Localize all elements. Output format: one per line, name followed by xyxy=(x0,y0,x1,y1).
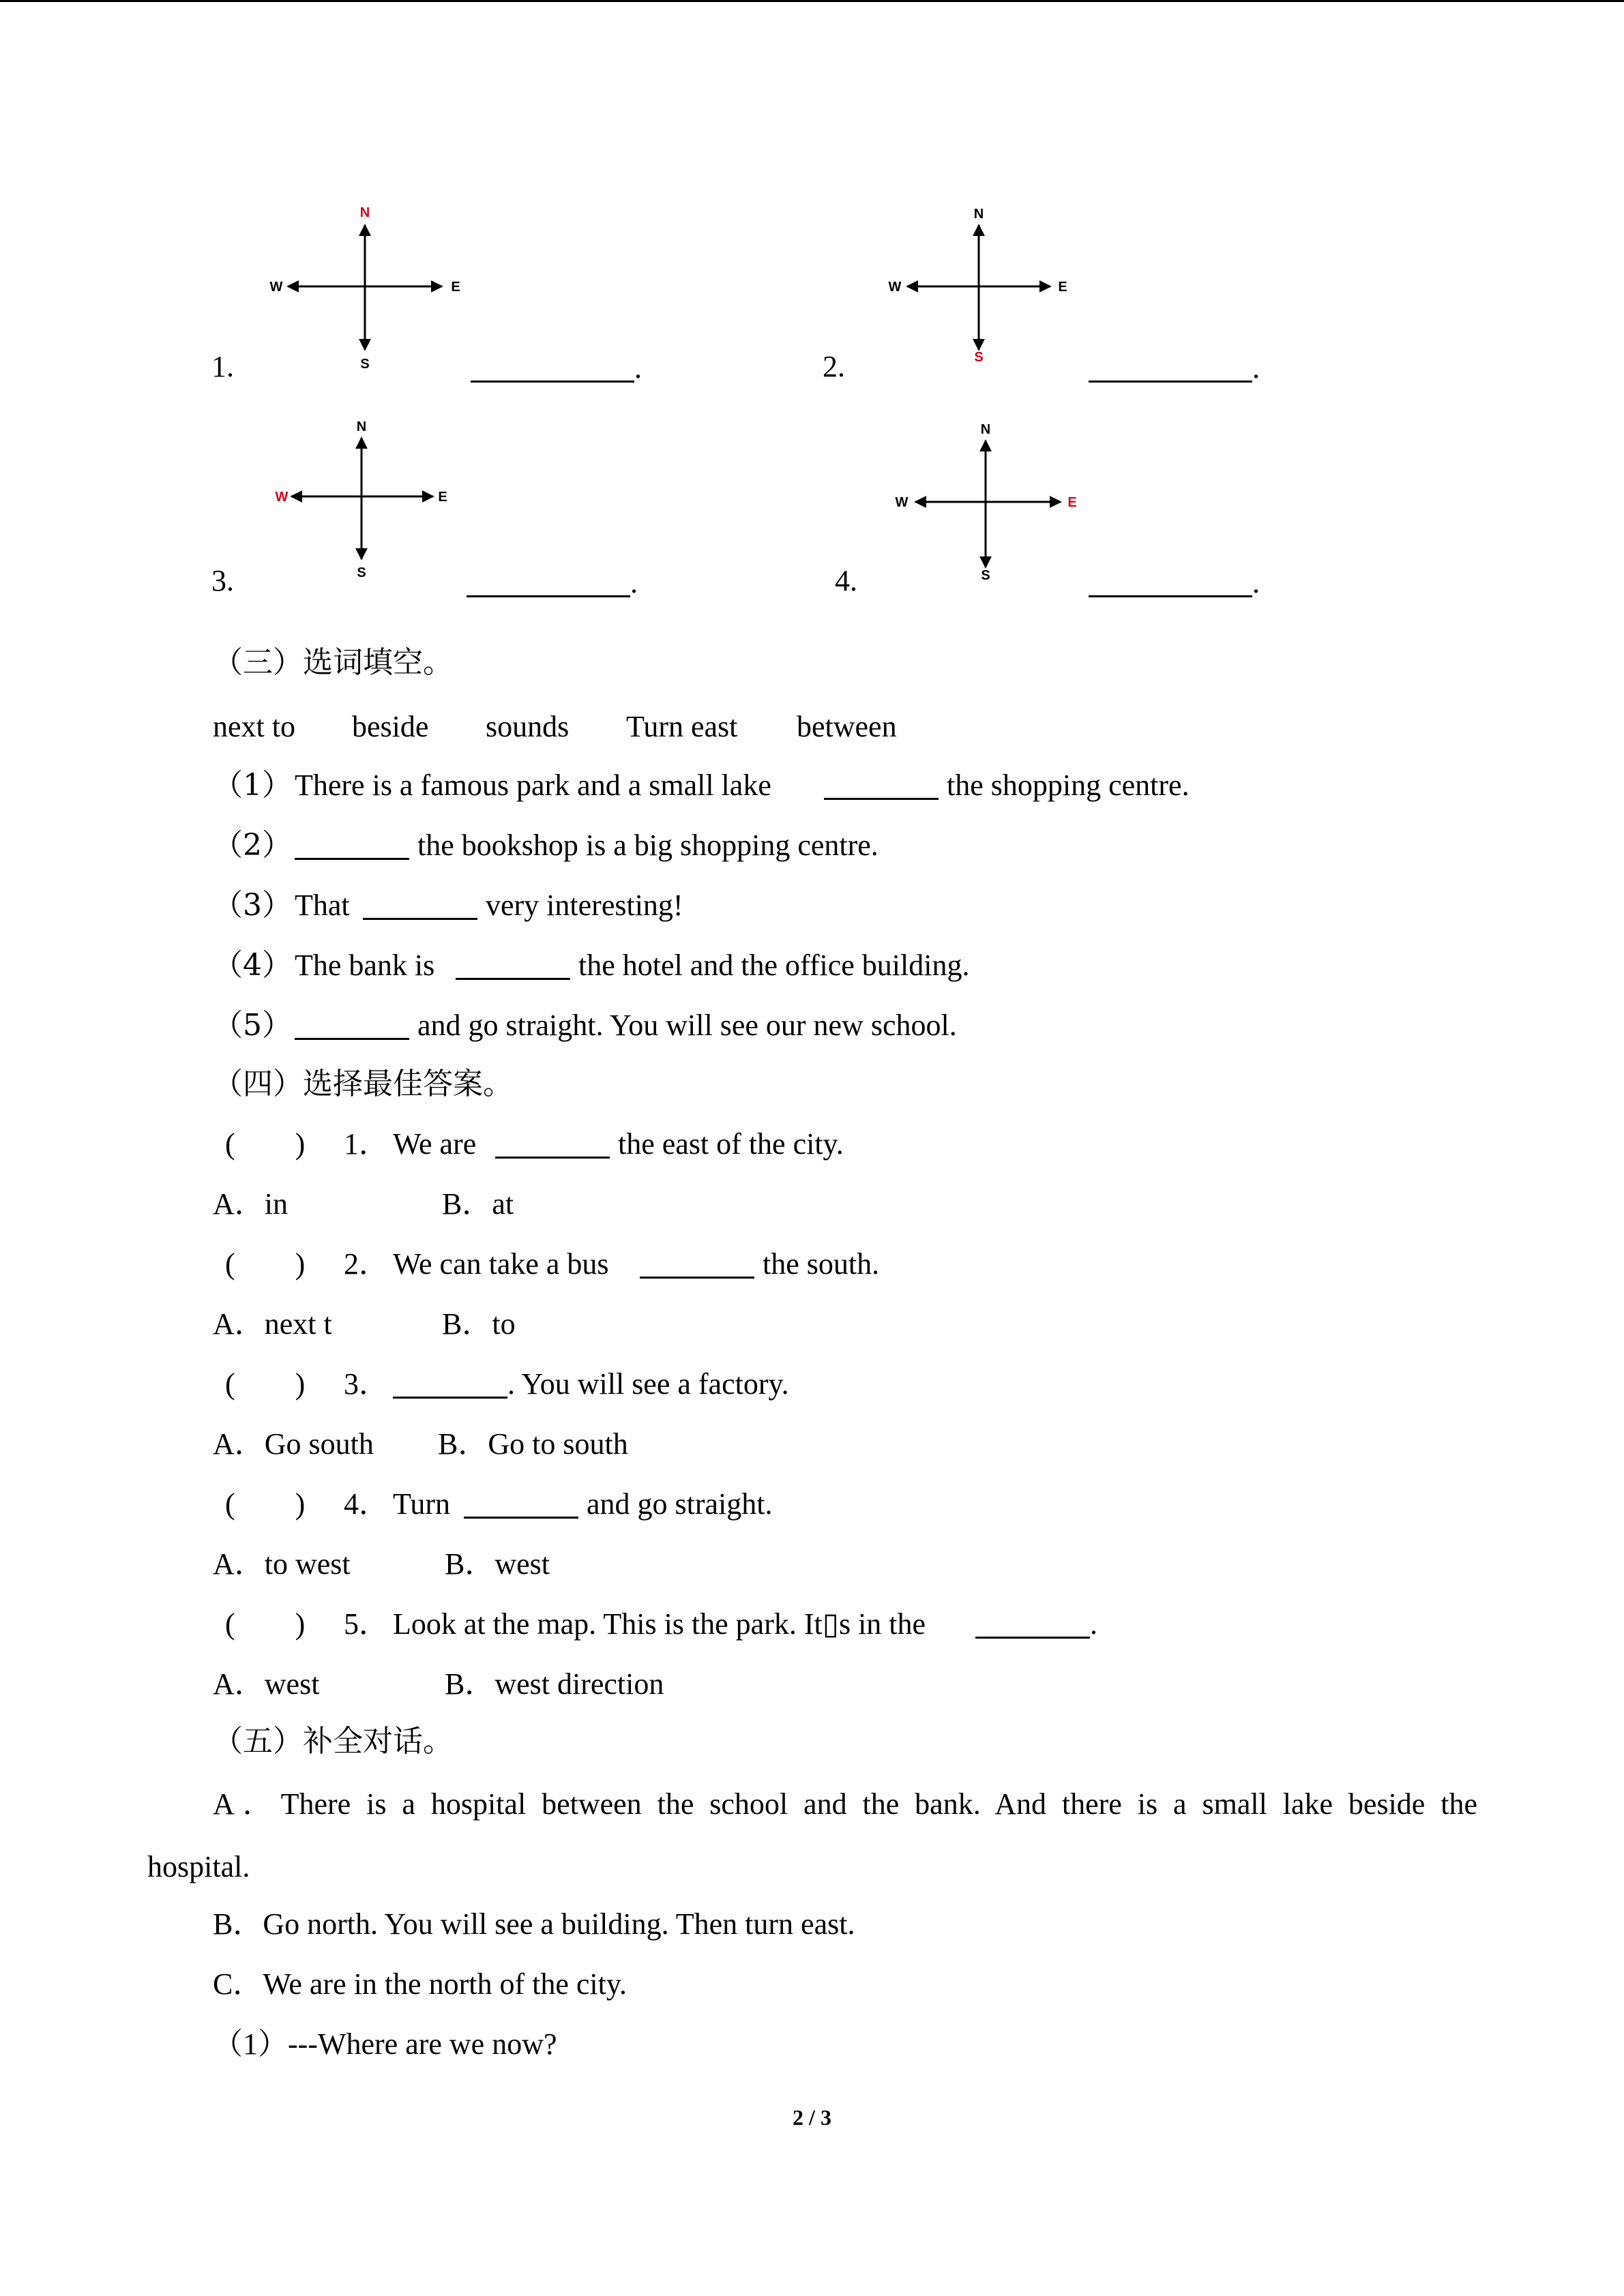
fill-item-text: very interesting! xyxy=(486,889,683,922)
fill-blank[interactable] xyxy=(295,1038,409,1040)
question-blank xyxy=(464,1517,578,1519)
option-b[interactable]: B．Go to south xyxy=(438,1427,628,1461)
compass-4-east: E xyxy=(1067,495,1077,510)
fill-item-text: the hotel and the office building. xyxy=(578,949,970,982)
question-number: 3． xyxy=(344,1367,389,1401)
fill-blank[interactable] xyxy=(363,918,477,920)
fill-item-number: （4） xyxy=(213,948,292,983)
page-number: 2 / 3 xyxy=(793,2105,831,2130)
answer-paren[interactable]: ( ) xyxy=(225,1607,306,1641)
section-4-title: （四）选择最佳答案。 xyxy=(213,1067,513,1101)
question-number: 5． xyxy=(344,1607,389,1641)
fill-item-number: （5） xyxy=(213,1008,292,1043)
question-text: . xyxy=(1090,1607,1097,1641)
compass-diagram-2 xyxy=(880,203,1084,374)
compass-3-west: W xyxy=(275,490,289,505)
fill-blank[interactable] xyxy=(295,858,409,860)
question-blank xyxy=(495,1157,610,1159)
option-b[interactable]: B．west direction xyxy=(445,1667,664,1701)
option-a[interactable]: A．in xyxy=(213,1187,288,1221)
question-blank xyxy=(640,1277,754,1279)
top-border xyxy=(0,0,1624,2)
compass-3-south: S xyxy=(357,565,366,580)
section-3-title: （三）选词填空。 xyxy=(213,645,453,680)
question-text: We can take a bus xyxy=(393,1247,609,1281)
compass-4-south: S xyxy=(981,568,990,583)
word-bank-item: beside xyxy=(352,710,429,743)
compass-3-north: N xyxy=(356,419,367,434)
compass-4-west: W xyxy=(895,495,909,510)
option-b[interactable]: B．to xyxy=(442,1307,516,1341)
compass-1-west: W xyxy=(269,280,283,295)
compass-3-east: E xyxy=(438,490,447,505)
answer-period-2: . xyxy=(1252,351,1260,385)
compass-2-north: N xyxy=(973,207,984,222)
fill-item-text: The bank is xyxy=(295,949,435,982)
fill-item-text: There is a famous park and a small lake xyxy=(295,769,771,802)
answer-blank-4[interactable] xyxy=(1089,595,1252,597)
option-b[interactable]: B．at xyxy=(442,1187,514,1221)
exercise-number-1: 1. xyxy=(211,350,234,383)
question-blank xyxy=(393,1397,507,1399)
option-a[interactable]: A．next t xyxy=(213,1307,332,1341)
dialog-option-c: C．We are in the north of the city. xyxy=(213,1967,627,2001)
compass-4-north: N xyxy=(980,422,991,437)
fill-item-text: That xyxy=(295,889,350,922)
fill-item-number: （1） xyxy=(213,768,292,803)
question-text: Look at the map. This is the park. It▯s in the xyxy=(393,1607,926,1641)
question-text: the east of the city. xyxy=(618,1127,844,1161)
dialog-option-b: B．Go north. You will see a building. Then turn east. xyxy=(213,1907,855,1941)
answer-period-3: . xyxy=(630,566,638,599)
compass-2-east: E xyxy=(1058,280,1067,295)
answer-paren[interactable]: ( ) xyxy=(225,1247,306,1281)
compass-1-east: E xyxy=(451,280,460,295)
word-bank-item: next to xyxy=(213,710,295,743)
word-bank-item: between xyxy=(797,710,897,743)
word-bank-item: Turn east xyxy=(626,710,738,743)
answer-paren[interactable]: ( ) xyxy=(225,1127,306,1161)
question-blank xyxy=(975,1637,1090,1639)
answer-paren[interactable]: ( ) xyxy=(225,1367,306,1401)
answer-period-1: . xyxy=(634,351,642,385)
question-number: 1． xyxy=(344,1127,389,1161)
fill-item-number: （2） xyxy=(213,828,292,863)
exercise-number-4: 4. xyxy=(835,564,857,597)
question-number: 2． xyxy=(344,1247,389,1281)
fill-blank[interactable] xyxy=(824,798,939,800)
section-5-title: （五）补全对话。 xyxy=(213,1724,453,1759)
question-number: 4． xyxy=(344,1487,389,1521)
question-text: We are xyxy=(393,1127,477,1161)
dialog-option-a: A．There is a hospital between the school and the bank. And there is a small lake beside the xyxy=(213,1787,1477,1821)
compass-2-south: S xyxy=(974,350,984,365)
fill-item-text: the bookshop is a big shopping centre. xyxy=(417,829,879,862)
compass-diagram-1 xyxy=(266,203,471,374)
compass-1-north: N xyxy=(359,205,370,220)
exercise-number-2: 2. xyxy=(823,350,845,383)
compass-2-west: W xyxy=(888,280,902,295)
exercise-number-3: 3. xyxy=(211,564,234,597)
answer-period-4: . xyxy=(1252,566,1260,599)
answer-blank-2[interactable] xyxy=(1089,381,1252,383)
question-text: the south. xyxy=(763,1247,880,1281)
fill-item-text: the shopping centre. xyxy=(947,769,1190,802)
option-a[interactable]: A．west xyxy=(213,1667,320,1701)
option-b[interactable]: B．west xyxy=(445,1547,550,1581)
answer-blank-1[interactable] xyxy=(471,381,634,383)
fill-item-number: （3） xyxy=(213,888,292,923)
option-a[interactable]: A．to west xyxy=(213,1547,351,1581)
compass-diagram-3 xyxy=(263,416,467,586)
question-text: Turn xyxy=(393,1487,450,1521)
fill-blank[interactable] xyxy=(456,978,570,980)
question-text: . You will see a factory. xyxy=(507,1367,789,1401)
fill-item-text: and go straight. You will see our new school. xyxy=(417,1009,957,1042)
dialog-option-a-cont: hospital. xyxy=(147,1850,250,1883)
answer-blank-3[interactable] xyxy=(467,595,630,597)
answer-paren[interactable]: ( ) xyxy=(225,1487,306,1521)
compass-1-south: S xyxy=(360,357,370,372)
word-bank-item: sounds xyxy=(486,710,570,743)
compass-diagram-4 xyxy=(887,419,1091,589)
dialog-question-1: （1）---Where are we now? xyxy=(213,2027,557,2061)
option-a[interactable]: A．Go south xyxy=(213,1427,374,1461)
question-text: and go straight. xyxy=(587,1487,773,1521)
